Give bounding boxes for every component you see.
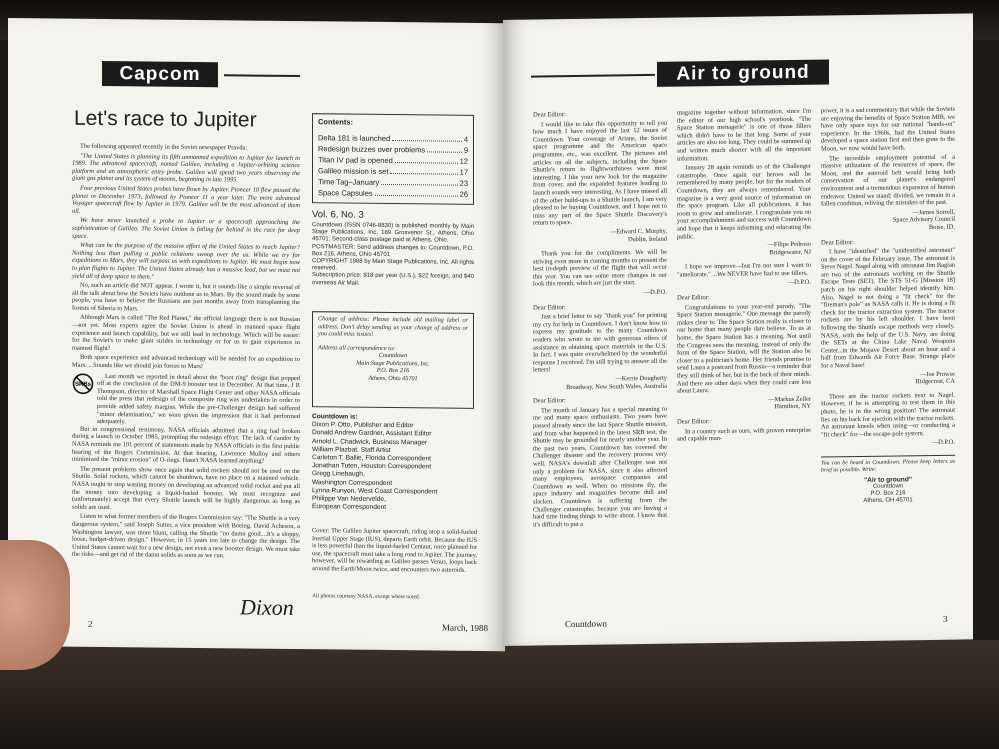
article-body (72, 143, 300, 563)
contents-item-page: 26 (459, 189, 468, 199)
address-line: Main Stage Publications, Inc. (356, 359, 430, 368)
contents-item-page: 17 (459, 167, 468, 177)
staff-entries (312, 421, 477, 513)
leader-dots (395, 155, 458, 164)
letter-location: Broadway, New South Wales, Australia (566, 382, 667, 391)
quote-paragraph: What can be the purpose of the massive effort of the United States to reach Jupiter? Nothing less than pulling a public relations swoop over the us. While we try for expeditions to Mars, they will surpass us with expeditions to Jupiter. We must begin now to plan flights to Jupiter. The United States already has a massive lead, but we must not yield all of deep space to them." (72, 241, 300, 281)
staff-entry: Jonathan Tuten, Houston Correspondent (312, 462, 432, 471)
staff-list (312, 413, 477, 513)
masthead-info (312, 222, 474, 289)
masthead-text: Countdown (ISSN 0746-8830) is published monthly by Main Stage Publications, Inc, 189 Grosvenor St., Athens, Ohio 45701. Second-class postage paid at Athens, Ohio. (312, 222, 474, 245)
postmaster-text: POSTMASTER: Send address changes to: Countdown, P.O. Box 216, Athens, Ohio 45701 (312, 243, 474, 258)
no-srbs-icon (72, 372, 94, 394)
letters-column-1 (533, 110, 667, 531)
body-paragraph: The present problems show once again that solid rockets should not be used on the Shuttle. Solid rockets, which cannot be shutdown, have no place on a manned vehicle. NASA ought to stop wasting money on developing an advanced solid rocket and put all the money into developing a liquid-fueled booster. We must recognize and (unfortunately) accept that every Shuttle launch will be highly dangerous as long as solids are used. (72, 465, 300, 511)
leader-dots (381, 177, 457, 186)
staff-entry: Donald Andrew Gardner, Assistant Editor (312, 429, 432, 438)
editor-reply: Those are the tractor rockets next to Nagel. However, if he is attempting to test them in this photo, he is in the wrong position! The astronaut lies on his back for ejection with the tractor rockets. An astronaut kneels when using—or conducting a "fit check" for—the escape-pole system. (821, 391, 955, 439)
contents-item-label: Titan IV pad is opened (318, 155, 393, 166)
contents-item-page: 4 (463, 134, 468, 144)
salutation: Dear Editor: (533, 303, 566, 312)
staff-entry: Lynna Runyon, West Coast Correspondent (312, 487, 438, 496)
issue-date: March, 1988 (442, 622, 488, 634)
body-paragraph: Although Mars is called "The Red Planet," the official language there is not Russian—not yet. Most experts agree the Soviet Union is ahead in manned space flight experience and launch capability, but we still lead in technology. Which will be easier: for the Soviet's to make giant strides in technology or for us to gain experience in manned flight? (72, 314, 300, 352)
contents-item-page: 9 (463, 145, 468, 155)
contents-item-label: Delta 181 is launched (318, 133, 391, 144)
staff-entry: Carleton T. Ballie, Florida Correspondent (312, 454, 431, 463)
quote-paragraph: Four previous United States probes have flown by Jupiter. Pioneer 10 flew passed the planet in December 1973, followed by Pioneer 11 a year later. The more advanced Voyager spacecraft flew by Jupiter in 1979. Galileo will be the most advanced of them all. (72, 184, 300, 215)
staff-entry: Gregg Linebaugh, (312, 470, 365, 479)
page-number-right: 3 (943, 613, 948, 624)
quote-paragraph: We have never launched a probe to Jupiter or a spacecraft approaching the sophistication of Galileo. The Soviet Union is falling far behind in the race for deep space. (72, 217, 300, 240)
letter-location: Ridgecrest, CA (915, 377, 955, 386)
letter-affiliation: Space Advisory Council (892, 216, 955, 224)
staff-entry: Arnold L. Chadwick, Business Manager (312, 437, 428, 446)
letter-location: Bridgewater, NJ (769, 248, 811, 256)
contents-heading: Contents: (318, 117, 353, 127)
contents-list (318, 132, 468, 200)
letter-signature: —Kerrie Dougherty (615, 374, 667, 383)
change-address-text: Change of address: Please include old mailing label or address. Don't delay sending us your change of address or you could miss issues! (318, 315, 468, 339)
staff-entry: William Plazbat, Staff Artist (312, 445, 391, 454)
intro-text: The following appeared recently in the Soviet newspaper Pravda: (80, 142, 248, 152)
body-paragraph: Listen to what former members of the Rogers Commission say: "The Shuttle is a very dangerous system," said Joseph Sutter, a vice president with Boeing. David Acheson, a Washington lawyer, was more blunt, calling the Shuttle "no damn good....It's a sloppy, loose, budget-driven design." However, in 15 years too late to change the design. The United States cannot wait for a new design, not even a new booster design. We must take the risks—and get rid of the damn solids as soon as we can. (72, 513, 300, 560)
leader-dots (427, 144, 462, 152)
letter-text: Congratulations to your year-end parody, "The Space Station menagerie." One message the parody makes clear is: The Space Station really is closer to our home than many people dare believe. To us at home, the Space Station has a meaning. Not until the Congress sees the meaning, instead of only the form of the Space Station, will the Station also be closer to a politician's home. Her friends promise to send Laura a postcard from Russia—a reminder that they still think of her, but in the back of their minds. And there are other days when they could care less about Laura. (677, 302, 811, 395)
letter-text: In a country such as ours, with proven enterprise and capable man- (677, 426, 811, 443)
body-paragraph: Both space experience and advanced technology will be needed for an expedition to Mars. ...Sounds like we should join forces to Mars! (72, 354, 300, 371)
salutation: Dear Editor: (533, 111, 566, 119)
leader-dots (392, 133, 462, 142)
photo-credit: All photos courtesy NASA, except where noted. (312, 593, 421, 601)
capcom-header: Capcom (102, 61, 218, 87)
address-line: Athens, OH 45701 (863, 497, 913, 505)
contents-item (318, 187, 468, 200)
cover-caption: Cover: The Galileo Jupiter spacecraft, riding atop a solid-fueled Inertial Upper Stage (IUS), departs Earth orbit. Because the IUS is less powerful than the liquid-fueled Centaur, once planned for use, the spacecraft must take a long road to Jupiter. The journey, however, will be rewarding as Galileo passes Venus, loops back around the Earth/Moon twice, and encounters two asteroids. (312, 527, 477, 574)
table-surface (0, 640, 999, 749)
letter-text: power, it is a sad commentary that while the Soviets are enjoying the benefits of Space Station MIR, we have only space toys for our national "hands-on" experience. In the 1960s, had the United States developed a space station first and then gone to the Moon, we now would have both. (821, 105, 955, 153)
letter-location: Dublin, Ireland (627, 235, 667, 243)
contents-item-page: 23 (459, 178, 468, 188)
header-rule (224, 74, 300, 77)
staff-entry: Washington Correspondent (312, 478, 393, 487)
address-box (312, 311, 474, 409)
letter-signature: —Filipe Pedroso (767, 240, 811, 249)
staff-heading: Countdown is: (312, 413, 358, 421)
contents-item-label: Redesign buzzes over problems (318, 144, 426, 155)
subscription-text: Subscription price: $18 per year (U.S.), $22 foreign, and $40 overseas Air Mail. (312, 272, 474, 287)
quote-paragraph: "The United States is planning its fifth unmanned expedition to Jupiter for launch in 1989. The advanced spacecraft, named Galileo, including a Jupiter-orbiting science platform and an atmospheric entry probe. Galileo will spend two years observing the giant gas planet and its system of moons, beginning in late 1995. (72, 152, 300, 184)
contents-item-label: Galileo mission is set (318, 166, 389, 176)
address-line: Countdown (378, 352, 408, 360)
right-page (503, 13, 973, 646)
column-address (821, 483, 955, 506)
editor-initials: —D.P.O. (643, 288, 667, 297)
salutation: Dear Editor: (677, 418, 710, 426)
leader-dots (375, 188, 458, 197)
footer-magazine-name: Countdown (565, 618, 608, 630)
letter-text: I have "identified" the "unidentified astronaut" on the cover of the February issue. The astronaut is Steve Nagel. Nagel along with astronaut Jim Bagian are two of the astronauts working on the Shuttle Escape Tests (SET). The STS 51-G [Mission 18] patch on his right shoulder helped identify him. Also, Nagel is not doing a "fit check" for the "fireman's pole" as NASA calls it. He is doing a fit check for the tractor extraction system. The tractor rockets are by his left shoulder. I have been following the Shuttle escape methods very closely. NASA, with the help of the U.S. Navy, are doing the SETs at the China Lake Naval Weapons Center...in the Mojave Desert about an hour and a half from Edwards Air Force Base. Strange place for a Naval base! (821, 246, 955, 370)
letter-text: January 28 again reminds us of the Challenger catastrophe. Once again our heroes will be remembered by many people, but for the readers of Countdown, they are always remembered. Your magazine is a very good source of information on the space program. Like all publications, it has room to grow and ameliorate. I congratulate you on your accomplishments and success with Countdown and hope that it keeps informing and educating the public. (677, 162, 811, 241)
correspondence-heading: Address all correspondence to: (318, 344, 396, 352)
editor-reply: I hope we improve—but I'm not sure I want to "ameliorate." ...We NEVER have had to use fillers. (677, 261, 811, 279)
address-line: P.O. Box 216 (376, 367, 410, 375)
copyright-text: COPYRIGHT 1988 by Main Stage Publications, Inc. All rights reserved. (312, 258, 474, 272)
salutation: Dear Editor: (821, 238, 854, 247)
letters-column-3 (821, 106, 955, 506)
write-note: You can be heard in Countdown. Please keep letters as brief as possible. Write: (821, 458, 955, 474)
letter-signature: —Joe Prowse (919, 370, 955, 378)
letter-text: I would like to take this opportunity to tell you how much I have enjoyed the last 12 issues of Countdown. Your coverage of Ariane, the Soviet space programme and the American space programme, etc., was excellent. The pictures and articles on all the subjects, including the Space Shuttle's return to flightworthiness were most interesting. I like your new look for the magazine from cover, and the expanded features leading to launch sounds very interesting. As I have missed all of the other build-ups to a Shuttle launch, I am very pleased to be buying Countdown, and I hope not to miss any part of the Space Shuttle Discovery's return to space. (533, 119, 667, 227)
page-number-left: 2 (88, 618, 93, 629)
contents-item-label: Time Tag–January (318, 177, 380, 187)
salutation: Dear Editor: (677, 294, 710, 302)
contents-box (312, 113, 474, 205)
header-rule (531, 74, 655, 78)
contents-item-label: Space Capsules (318, 188, 373, 198)
letter-text: Just a brief letter to say "thank you" for printing my cry for help in Countdown. I don't know how to express my gratitude to the many Countdown readers who wrote to me with generous offers of assistance in obtaining space materials in the U.S. In fact, I was quite overwhelmed by the wonderful response I received. I'm still trying to answer all the letters! (533, 311, 667, 374)
address-line: Countdown (872, 483, 904, 490)
body-paragraph: But in congressional testimony, NASA officials admitted that a ring had broken during a launch in October 1985, prompting the redesign effort. The lack of candor by NASA reminds me 101 percent of statements made by NASA officials in the first public hearing of the Rogers Commission. At that hearing, Lawrence Mulloy and others minimized the "minor erosion" of O-rings. Hasn't NASA learned anything? (72, 425, 300, 465)
letter-signature: —Edward C. Murphy, (609, 227, 667, 236)
letter-signature: —James Sorrell, (912, 208, 955, 217)
letter-location: Boise, ID. (928, 223, 955, 231)
body-paragraph: Last month we reported in detail about the "boot ring" design that popped off at the conclusion of the DM-9 booster test in December. At that time, J R Thompson, director of Marshall Space Flight Center and other NASA officials told the press that redesign of the composite ring was undertaken in order to provide added safety margins. While the pre-Challenger design had suffered "minor delamination," we were given the impression that it had performed adequately. (97, 372, 300, 426)
body-paragraph: No, such an article did NOT appear. I wrote it, but it sounds like a simple reversal of all the talk about how the Soviets have outdone us to Mars. By the sound made by some people, you have to believe the Russians are just months away from transplanting the forests of Siberia to Mars. (72, 281, 300, 313)
staff-entry: Dixon P. Otto, Publisher and Editor (312, 421, 414, 430)
salutation: Dear Editor: (533, 397, 566, 405)
srbs-icon-label: SRBs (74, 381, 92, 388)
letter-text: The incredible employment potential of a massive utilization of the resources of space, the Moon, and the asteroid belt would bring both conservation of our planet's endangered environment and a tremendous expansion of human endeavor. United we stand; divided, we remain in a fallen condition, reliving the mistakes of the past. (821, 153, 955, 208)
letter-text: The month of January has a special meaning to me and many space enthusiasts. Two years have passed already since the last Space Shuttle mission, and from what happened in the latest SRB test, the Shuttle may be grounded for nearly another year. In the past two years, Countdown has covered the Challenger disaster and the recovery process very well. NASA's downfall after Challenger was not only a problem for NASA, since it also affected many employees, aerospace companies and Countdown as well. When no missions fly, the space industry and magazines become dull and slacken. Countdown is suffering from the Challenger catastrophe, because you are having a hard time finding things to write about. I know that it's difficult to put a (533, 405, 667, 529)
article-title: Let's race to Jupiter (74, 106, 257, 132)
contents-item-page: 12 (459, 156, 468, 166)
left-page (8, 18, 505, 651)
editor-signature: Dixon (240, 594, 294, 620)
editor-reply: Thank you for the compliments. We will be striving even more in coming months to present the best in-depth preview of the flight that will occur this year. You can see some more changes in our look this month, which are just the start. (533, 248, 667, 289)
letters-column-2 (677, 108, 811, 446)
leader-dots (390, 166, 457, 175)
staff-entry: Philippe Van Nedervelde, (312, 495, 386, 503)
letter-location: Hamilton, NY (774, 403, 811, 411)
address-line: Athens, Ohio 45701 (368, 374, 418, 382)
thumb-holding-magazine (0, 540, 70, 670)
editor-initials: —D.P.O. (931, 439, 955, 447)
volume-number: Vol. 6, No. 3 (312, 209, 364, 221)
letter-signature: —Markus Zeller (768, 395, 811, 404)
letter-text: magazine together without information, since I'm the editor of our high school's yearbook. "The Space Station menagerie" is one of those fillers which didn't have to be that long. Some of your articles are also too long. They could be summed up and written much shorter with all the important information. (677, 107, 811, 163)
column-address-title: "Air to ground" (863, 475, 912, 484)
editor-initials: —D.P.O. (787, 279, 811, 287)
correspondence-address (318, 352, 468, 383)
air-to-ground-header: Air to ground (657, 59, 829, 86)
address-line: P.O. Box 216 (870, 490, 906, 497)
staff-entry: European Correspondent (312, 503, 387, 512)
